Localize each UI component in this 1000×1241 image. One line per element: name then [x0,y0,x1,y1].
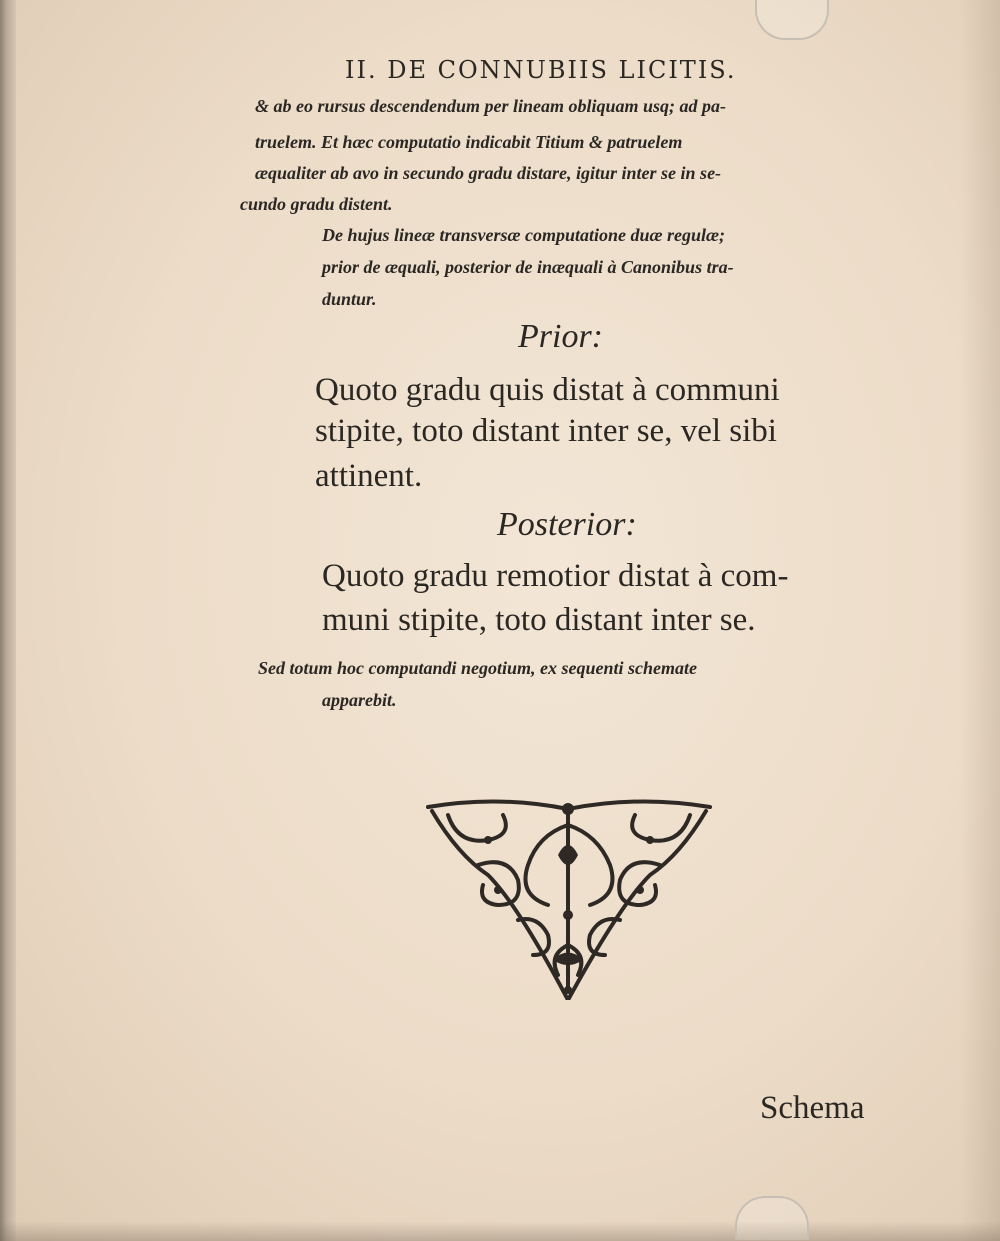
rule-posterior-line-1: Quoto gradu remotior distat à com- [322,558,789,594]
paragraph-1-line-1: & ab eo rursus descendendum per lineam obliquam usq; ad pa- [255,96,727,116]
rule-prior-line-1: Quoto gradu quis distat à communi [315,372,780,408]
page-right-edge [960,0,1000,1241]
rule-prior-line-3: attinent. [315,458,423,494]
rule-prior-line-2: stipite, toto distant inter se, vel sibi [315,413,777,449]
rule-posterior-line-2: muni stipite, toto distant inter se. [322,602,756,638]
paragraph-1-line-2: truelem. Et hæc computatio indicabit Titium & patruelem [255,132,683,152]
paragraph-2-line-2: prior de æquali, posterior de inæquali à Canonibus tra- [322,257,734,277]
closing-line-2: apparebit. [322,690,397,710]
page-bottom-edge [0,1221,1000,1241]
page-clip-top [755,0,829,40]
page-gutter-edge [0,0,16,1241]
page-clip-bottom [735,1196,809,1240]
fleuron-ornament-icon [418,795,720,1000]
running-head: II. DE CONNUBIIS LICITIS. [345,56,737,84]
paragraph-2-line-3: duntur. [322,289,377,309]
catchword: Schema [760,1090,865,1126]
paragraph-2-line-1: De hujus lineæ transversæ computatione duæ regulæ; [322,225,726,245]
paragraph-1-line-3: æqualiter ab avo in secundo gradu distare, igitur inter se in se- [255,163,722,183]
closing-line-1: Sed totum hoc computandi negotium, ex sequenti schemate [258,658,698,678]
rule-posterior-heading: Posterior: [497,506,637,543]
paragraph-1-line-4: cundo gradu distent. [240,194,393,214]
rule-prior-heading: Prior: [518,318,603,355]
